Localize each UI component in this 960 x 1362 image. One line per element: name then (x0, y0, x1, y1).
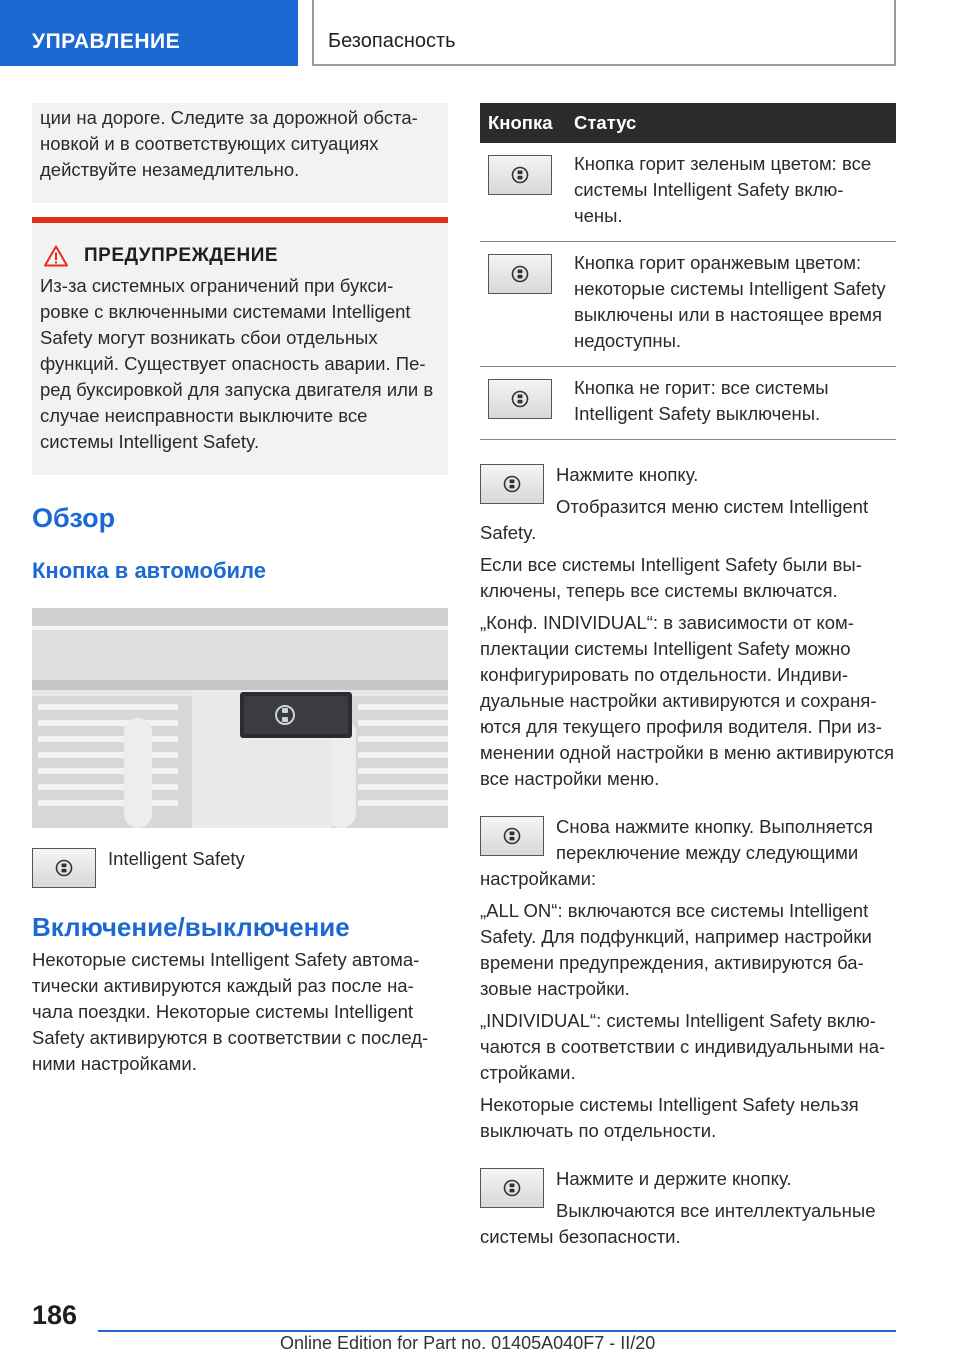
step-text: Нажмите и держите кнопку. (556, 1168, 792, 1189)
footer-divider (98, 1330, 896, 1332)
right-column (480, 103, 896, 1250)
status-text: Кнопка горит зеленым цветом: все системы Intelligent Safety вклю-чены. (566, 143, 896, 242)
table-row (480, 143, 896, 242)
heading-button-in-car: Кнопка в автомобиле (32, 558, 266, 583)
paragraph: Некоторые системы Intelligent Safety нельзя выключать по отдельности. (480, 1094, 859, 1141)
step-result: Выключаются все интеллектуальные системы безопасности. (480, 1200, 876, 1247)
intelligent-safety-icon-row (32, 848, 448, 888)
intelligent-safety-button-icon (32, 848, 96, 888)
warning-box (32, 217, 448, 475)
warning-text: Из-за системных ограничений при букси-ровке с включенными системами Intelligent Safety могут возникать сбои отдельных функций. Существует опасность аварии. Пе-ред буксировкой для запуска двигателя или в случае неисправности выключите все системы Intelligent Safety. (40, 275, 434, 452)
table-header-row (480, 103, 896, 143)
intelligent-safety-button-icon (488, 155, 552, 195)
page-number: 186 (32, 1300, 78, 1330)
console-photo-illustration (32, 608, 448, 828)
paragraph: „ALL ON“: включаются все системы Intelligent Safety. Для подфункций, например настройки времени предупреждения, активируются ба-зовые настройки. (480, 900, 872, 999)
chapter-header (312, 0, 896, 66)
table-row (480, 367, 896, 440)
intelligent-safety-label: Intelligent Safety (108, 848, 245, 869)
intelligent-safety-button-icon (488, 254, 552, 294)
paragraph: „INDIVIDUAL“: системы Intelligent Safety вклю-чаются в соответствии с индивидуальными на-стройками. (480, 1010, 886, 1083)
warning-triangle-icon (44, 245, 68, 267)
intelligent-safety-button-icon (480, 1168, 544, 1208)
intro-box (32, 103, 448, 203)
button-status-table (480, 103, 896, 440)
table-header-button: Кнопка (480, 103, 566, 143)
on-off-text: Некоторые системы Intelligent Safety автома-тически активируются каждый раз после на-чала поездки. Некоторые системы Intelligent Safety активируются в соответствии с послед-ними настройками. (32, 949, 429, 1074)
step-text: Снова нажмите кнопку. Выполняется переключение между следующими настройками: (480, 816, 873, 889)
warning-heading (44, 245, 440, 267)
step-press-hold (480, 1166, 896, 1250)
intro-text: ции на дороге. Следите за дорожной обста-новкой и в соответствующих ситуациях действуйте незамедлительно. (40, 107, 418, 180)
section-title: УПРАВЛЕНИЕ (32, 30, 181, 53)
chapter-title: Безопасность (328, 30, 456, 52)
heading-overview: Обзор (32, 503, 116, 533)
status-text: Кнопка не горит: все системы Intelligent Safety выключены. (566, 367, 896, 440)
section-tab[interactable] (0, 0, 298, 66)
step-text: Нажмите кнопку. (556, 464, 699, 485)
table-row (480, 242, 896, 367)
status-text: Кнопка горит оранжевым цветом: некоторые системы Intelligent Safety выключены или в настоящее время недоступны. (566, 242, 896, 367)
intelligent-safety-button-icon (488, 379, 552, 419)
edition-text: Online Edition for Part no. 01405A040F7 - II/20 (280, 1333, 656, 1353)
warning-title: ПРЕДУПРЕЖДЕНИЕ (84, 245, 279, 266)
heading-on-off: Включение/выключение (32, 912, 350, 942)
paragraph: „Конф. INDIVIDUAL“: в зависимости от ком-плектации системы Intelligent Safety можно конфигурировать по отдельности. Индиви-дуальные настройки активируются и сохраня-ются для текущего профиля водителя. При из-менении одной настройки в меню активируются все настройки меню. (480, 612, 895, 789)
console-photo (32, 608, 448, 828)
step-press-button (480, 462, 896, 546)
step-press-again (480, 814, 896, 892)
table-header-status: Статус (566, 103, 896, 143)
intelligent-safety-button-icon (480, 464, 544, 504)
step-result: Отобразится меню систем Intelligent Safety. (480, 496, 869, 543)
left-column (32, 103, 448, 1077)
intelligent-safety-button-icon (480, 816, 544, 856)
paragraph: Если все системы Intelligent Safety были вы-ключены, теперь все системы включатся. (480, 554, 862, 601)
